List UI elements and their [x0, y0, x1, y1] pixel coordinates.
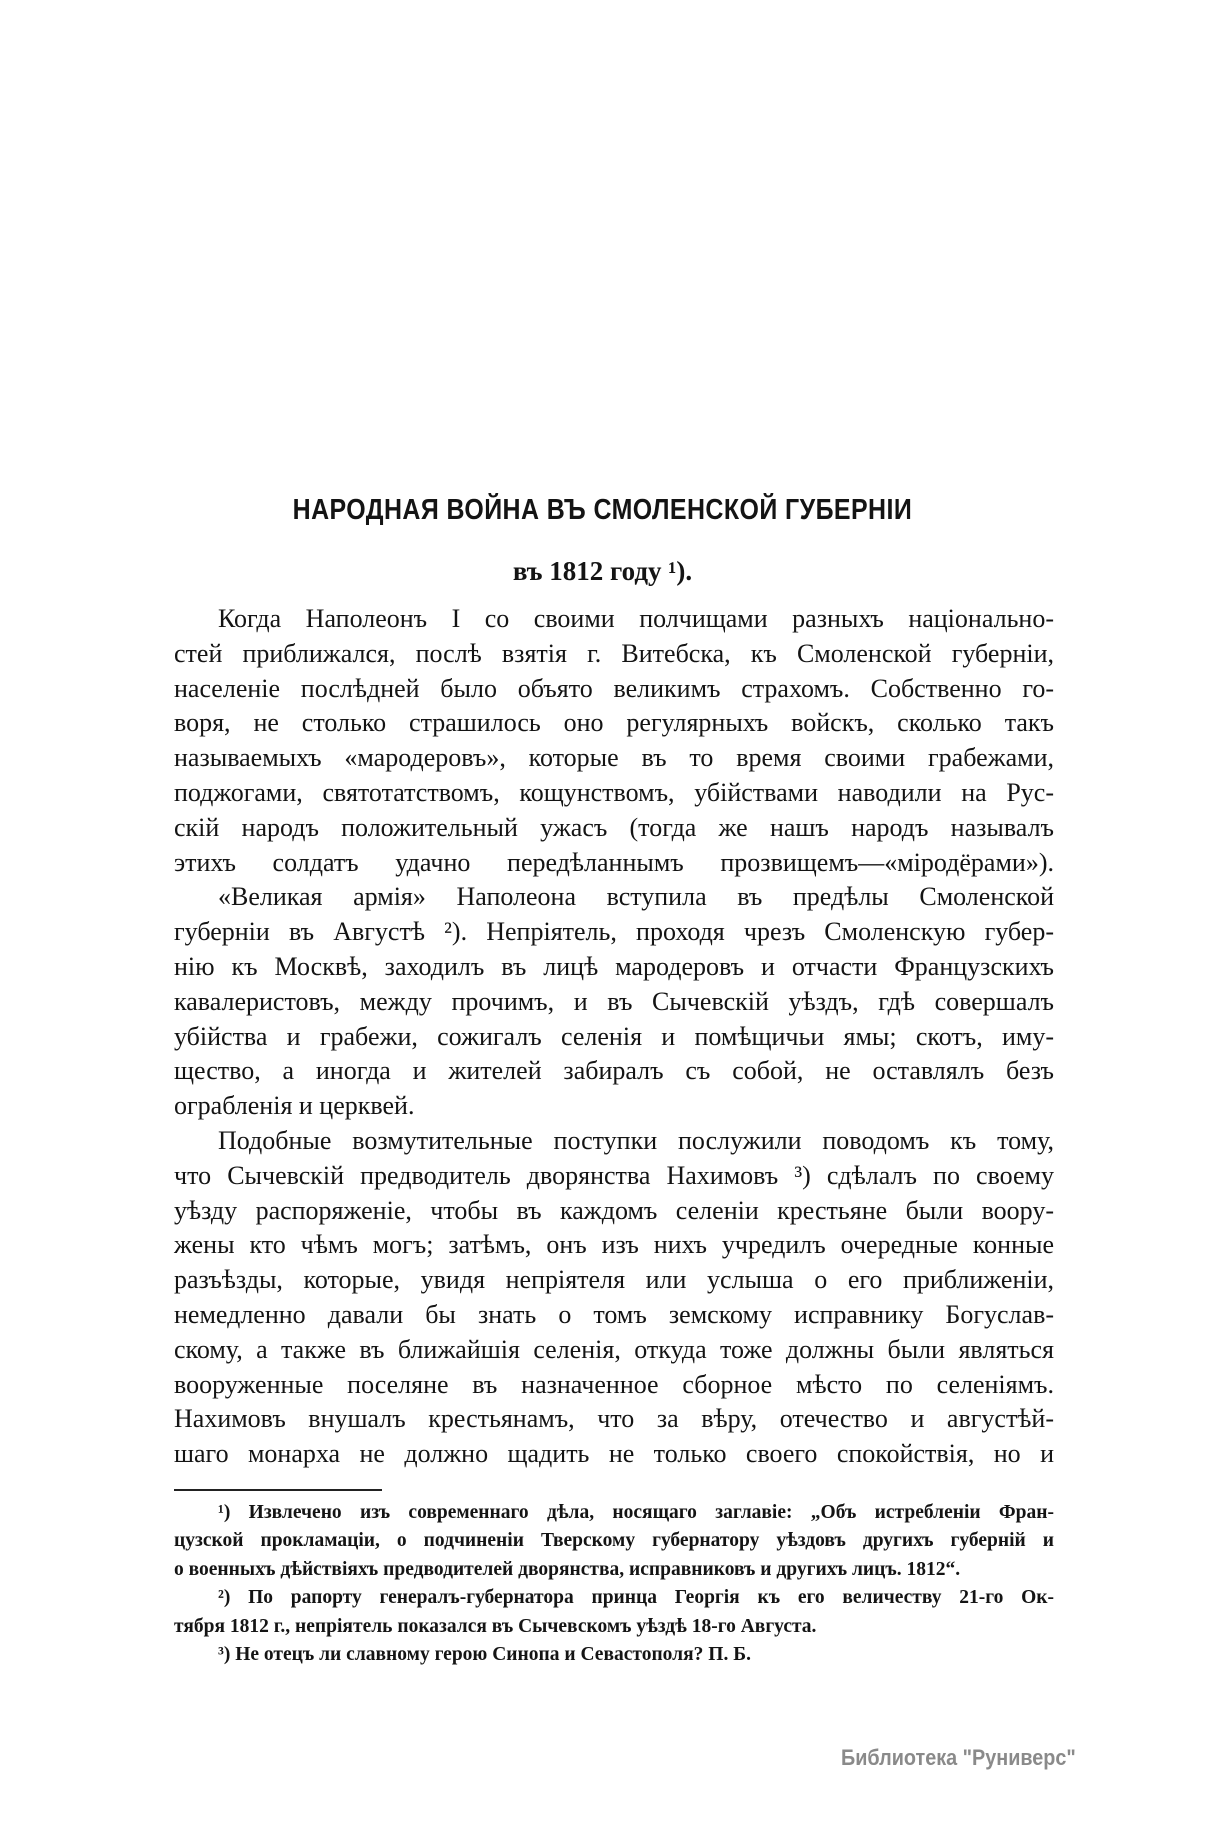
- footnote-line: тября 1812 г., непріятель показался въ Сычевскомъ уѣздѣ 18-го Августа.: [174, 1615, 817, 1637]
- paragraph-line: стей приближался, послѣ взятія г. Витебска, къ Смоленской губерніи,: [174, 638, 1054, 668]
- paragraph-line: губерніи въ Августѣ ²). Непріятель, проходя чрезъ Смоленскую губер-: [174, 917, 1054, 947]
- paragraph-line: населеніе послѣдней было объято великимъ страхомъ. Собственно го-: [174, 673, 1054, 703]
- paragraph-line: называемыхъ «мародеровъ», которые въ то время своими грабежами,: [174, 743, 1054, 773]
- paragraph-line: поджогами, святотатствомъ, кощунствомъ, убійствами наводили на Рус-: [174, 777, 1054, 807]
- paragraph-line: что Сычевскій предводитель дворянства Нахимовъ ³) сдѣлалъ по своему: [174, 1160, 1054, 1190]
- paragraph-line: Подобные возмутительные поступки послужили поводомъ къ тому,: [218, 1125, 1054, 1155]
- footnotes: [174, 1499, 1054, 1669]
- paragraph-line: разъѣзды, которые, увидя непріятеля или услыша о его приближеніи,: [174, 1265, 1054, 1295]
- paragraph-line: немедленно давали бы знать о томъ земскому исправнику Богуслав-: [174, 1299, 1054, 1329]
- paragraph-line: вооруженные поселяне въ назначенное сборное мѣсто по селеніямъ.: [174, 1369, 1054, 1399]
- paragraph-line: Нахимовъ внушалъ крестьянамъ, что за вѣру, отечество и августѣй-: [174, 1404, 1054, 1434]
- footnote-line: ²) По рапорту генералъ-губернатора принца Георгія къ его величеству 21-го Ок-: [218, 1587, 1054, 1609]
- paragraph-line: «Великая армія» Наполеона вступила въ предѣлы Смоленской: [218, 882, 1054, 912]
- subtitle-text: въ 1812 году: [512, 556, 662, 586]
- paragraph-line: кавалеристовъ, между прочимъ, и въ Сычевскій уѣздъ, гдѣ совершалъ: [174, 986, 1054, 1016]
- article-body: [174, 602, 1054, 1472]
- paragraph-line: Когда Наполеонъ I со своими полчищами разныхъ національно-: [218, 604, 1054, 633]
- paragraph-line: скій народъ положительный ужасъ (тогда же нашъ народъ называлъ: [174, 812, 1054, 842]
- paragraph-line: воря, не столько страшилось оно регулярныхъ войскъ, сколько такъ: [174, 708, 1054, 738]
- footnote-line: цузской прокламаціи, о подчиненіи Тверскому губернатору уѣздовъ другихъ губерній и: [174, 1530, 1054, 1552]
- footnote-line: ¹) Извлечено изъ современнаго дѣла, носящаго заглавіе: „Объ истребленіи Фран-: [218, 1502, 1054, 1523]
- footnote-divider: [174, 1489, 382, 1491]
- paragraph-line: ограбленія и церквей.: [174, 1091, 415, 1121]
- paragraph-line: щество, а иногда и жителей забиралъ съ собой, не оставлялъ безъ: [174, 1056, 1054, 1086]
- paragraph-line: скому, а также въ ближайшія селенія, откуда тоже должны были являться: [174, 1334, 1054, 1364]
- paragraph-line: этихъ солдатъ удачно передѣланнымъ прозвищемъ—«міродёрами»).: [174, 847, 1054, 877]
- paragraph-line: жены кто чѣмъ могъ; затѣмъ, онъ изъ нихъ учредилъ очередные конные: [174, 1230, 1054, 1260]
- paragraph-line: нію къ Москвѣ, заходилъ въ лицѣ мародеровъ и отчасти Французскихъ: [174, 951, 1054, 981]
- paragraph-line: убійства и грабежи, сожигалъ селенія и помѣщичьи ямы; скотъ, иму-: [174, 1021, 1054, 1051]
- footnote-line: ³) Не отецъ ли славному герою Синопа и Севастополя? П. Б.: [218, 1644, 751, 1666]
- article-title: НАРОДНАЯ ВОЙНА ВЪ СМОЛЕНСКОЙ ГУБЕРНІИ: [292, 494, 913, 526]
- paragraph-line: уѣзду распоряженіе, чтобы въ каждомъ селеніи крестьяне были воору-: [174, 1195, 1054, 1225]
- library-watermark: Библиотека "Руниверс": [841, 1745, 1076, 1770]
- paragraph-line: шаго монарха не должно щадить не только своего спокойствія, но и: [174, 1439, 1054, 1469]
- subtitle-footnote-ref: ¹).: [668, 556, 693, 586]
- article-subtitle: [0, 556, 1205, 587]
- footnote-line: о военныхъ дѣйствіяхъ предводителей дворянства, исправниковъ и другихъ лицъ. 1812“.: [174, 1558, 961, 1580]
